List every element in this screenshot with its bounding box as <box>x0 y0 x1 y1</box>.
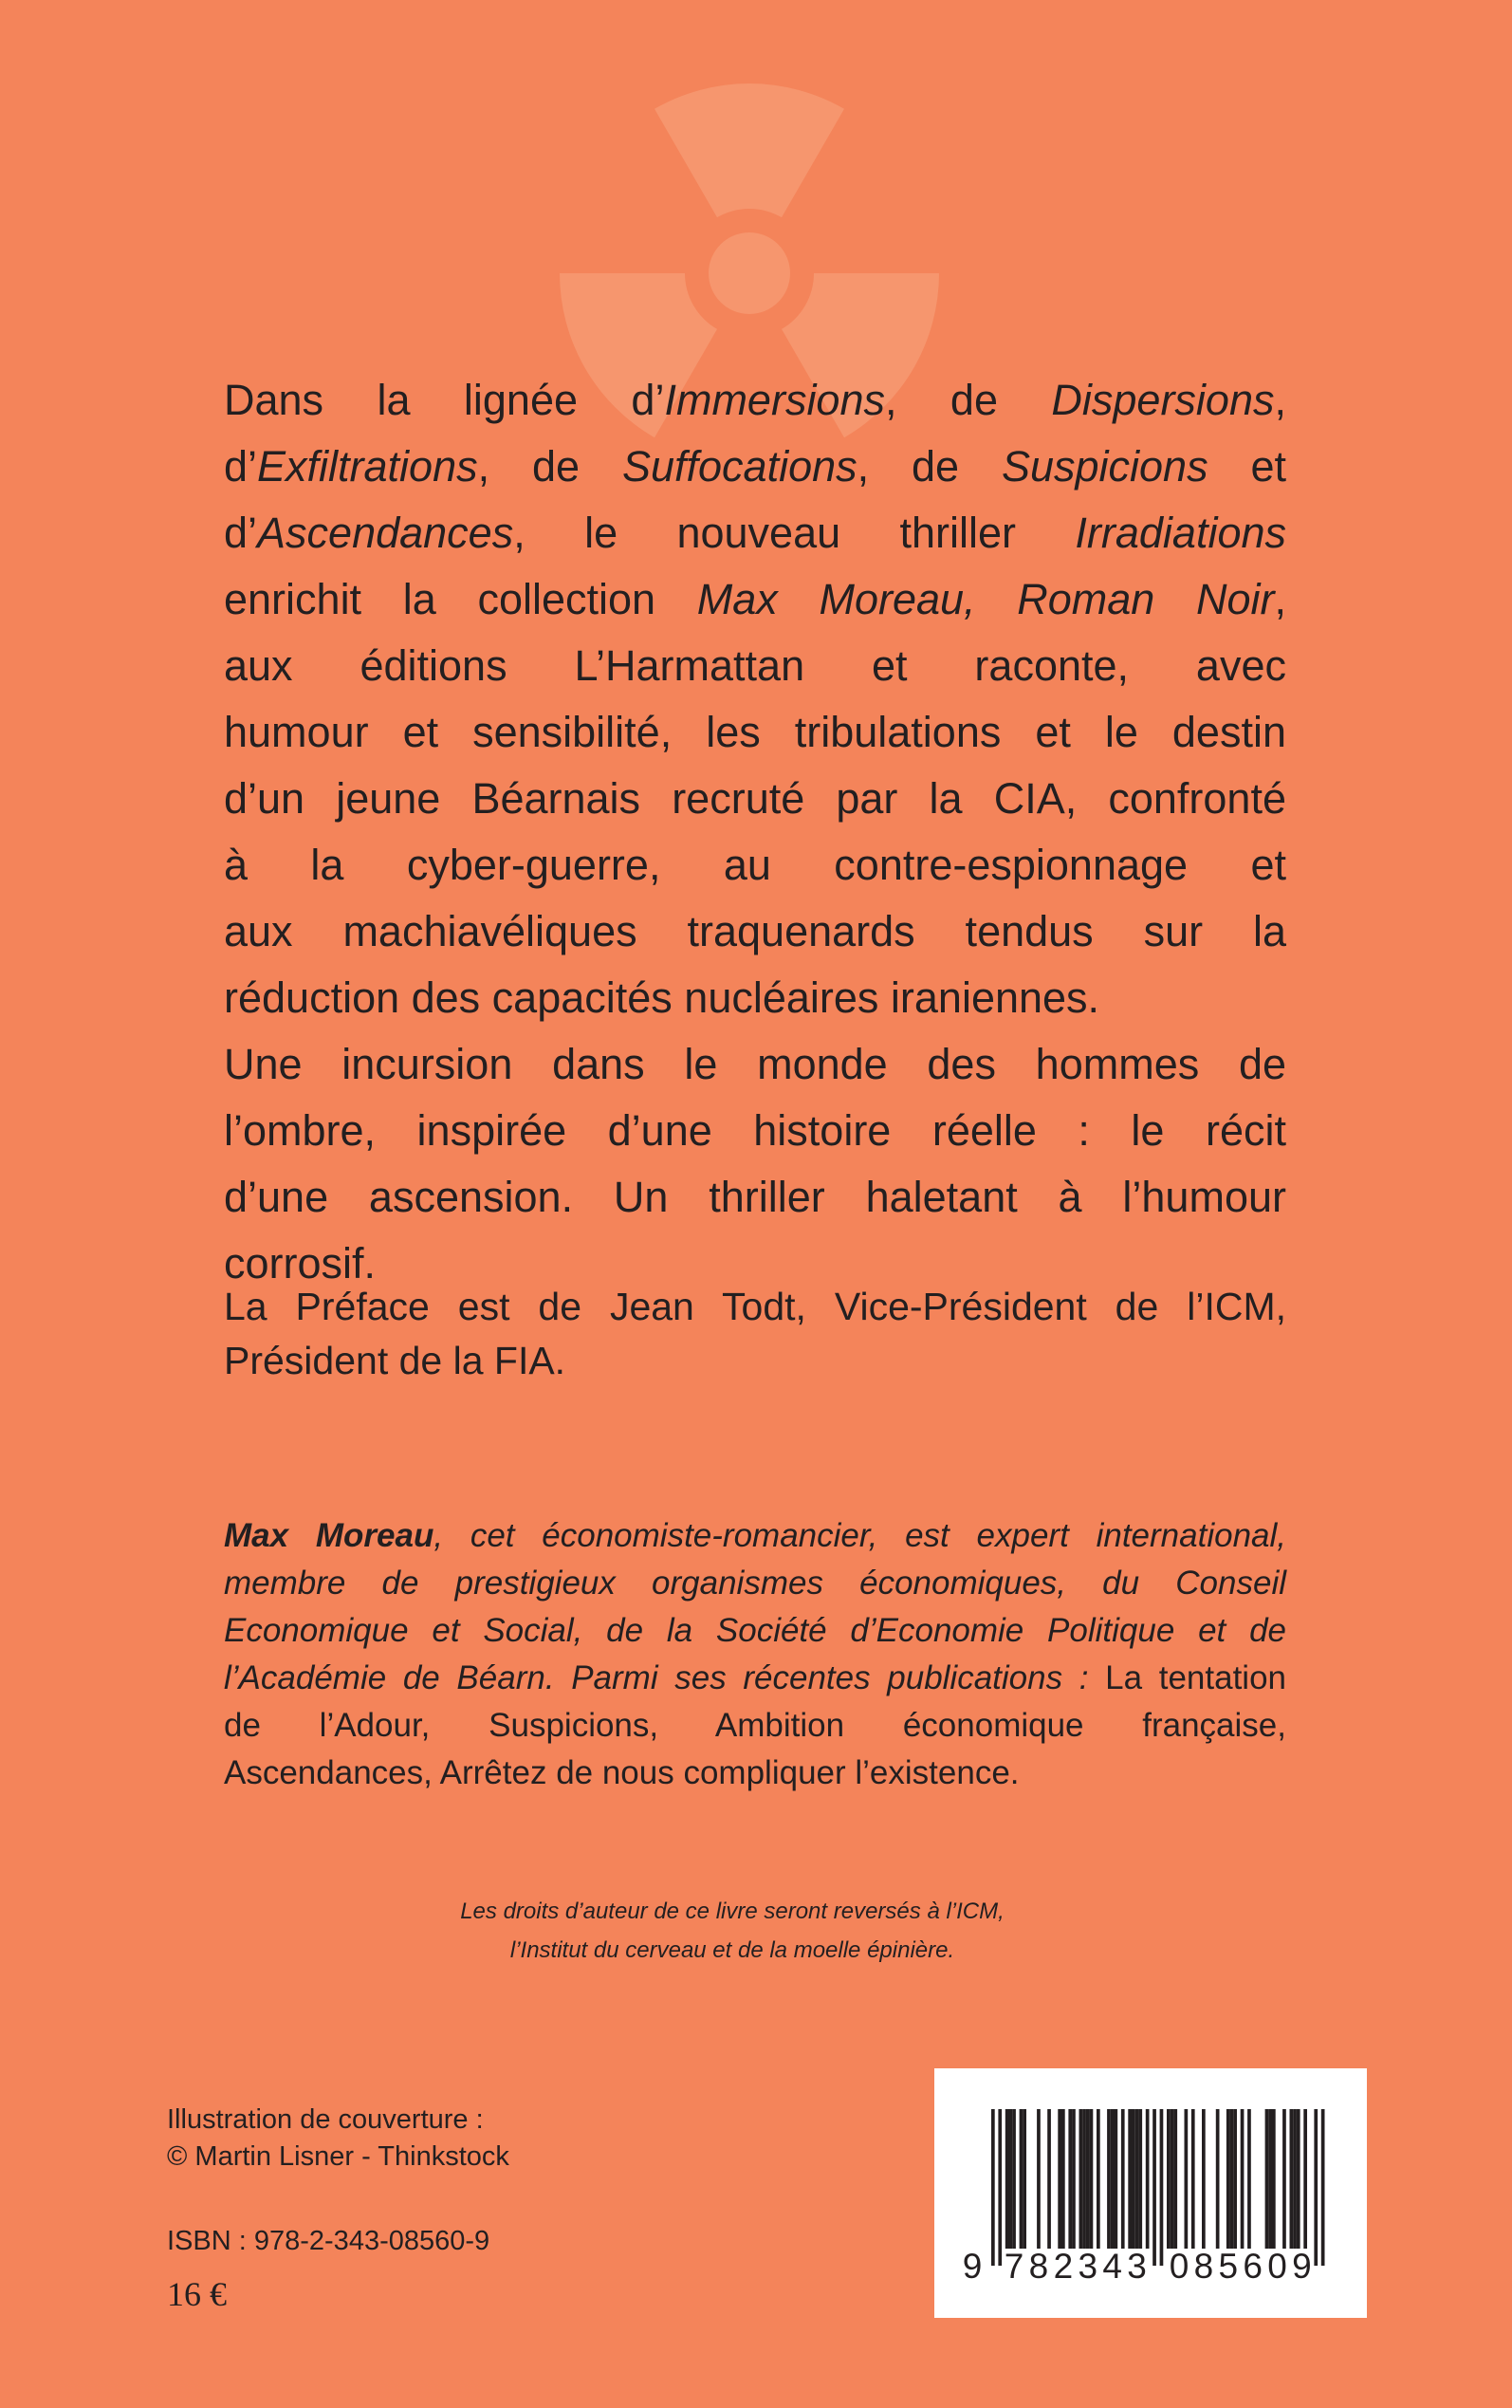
text-segment: La Préface est de Jean Todt, Vice-Président de l’ICM, <box>224 1285 1286 1328</box>
emphasized-text: Suspicions <box>1001 442 1208 491</box>
barcode-bar <box>1012 2109 1016 2249</box>
barcode-bar <box>1058 2109 1061 2249</box>
text-line <box>224 633 1286 699</box>
text-line <box>224 1098 1286 1164</box>
barcode-bar <box>1160 2109 1164 2266</box>
barcode-bar <box>1293 2109 1297 2249</box>
text-segment: , de <box>885 376 1052 424</box>
barcode-bar <box>1202 2109 1206 2249</box>
text-line <box>224 1702 1286 1750</box>
text-line <box>224 1655 1286 1702</box>
text-segment: aux éditions L’Harmattan et raconte, avec <box>224 641 1286 690</box>
barcode-bar <box>1272 2109 1276 2249</box>
text-line <box>224 1164 1286 1231</box>
text-segment: enrichit la collection <box>224 575 697 623</box>
royalties-note <box>353 1892 1112 1970</box>
radiation-blade <box>655 83 844 217</box>
barcode-bar <box>1068 2109 1072 2249</box>
barcode-bar <box>1282 2109 1286 2249</box>
text-line <box>224 1607 1286 1655</box>
barcode-bar <box>1167 2109 1171 2249</box>
barcode-bar <box>1314 2109 1318 2266</box>
text-segment: , <box>1274 575 1287 623</box>
barcode-bar <box>1009 2109 1013 2249</box>
text-line <box>224 500 1286 566</box>
author-bio <box>224 1512 1286 1797</box>
barcode-digits: 9 <box>962 2247 983 2286</box>
text-line <box>224 434 1286 500</box>
barcode-bar <box>1233 2109 1237 2249</box>
barcode-digits: 085609 <box>1169 2247 1312 2286</box>
barcode-bar <box>1290 2109 1294 2249</box>
text-segment: d’ <box>224 442 258 491</box>
barcode-bar <box>1191 2109 1195 2249</box>
cover-illustration-credit <box>167 2102 509 2176</box>
barcode-bar <box>1216 2109 1220 2249</box>
text-segment: l’ombre, inspirée d’une histoire réelle : le récit <box>224 1106 1286 1155</box>
text-segment: La tentation <box>1088 1659 1286 1696</box>
barcode-bar <box>1086 2109 1090 2249</box>
text-line <box>224 566 1286 633</box>
barcode-bar <box>1303 2109 1307 2249</box>
barcode-bar <box>1152 2109 1156 2266</box>
text-segment: corrosif. <box>224 1239 377 1287</box>
emphasized-text: Immersions <box>664 376 885 424</box>
barcode-bar <box>1185 2109 1189 2249</box>
barcode-bar <box>998 2109 1002 2266</box>
barcode-bar <box>1268 2109 1272 2249</box>
barcode-bar <box>1230 2109 1234 2249</box>
text-line <box>224 1512 1286 1560</box>
text-line <box>224 898 1286 965</box>
barcode-bar <box>1121 2109 1125 2249</box>
emphasized-text: Max Moreau <box>224 1517 434 1554</box>
emphasized-text: , cet économiste-romancier, est expert international, <box>433 1517 1286 1554</box>
barcode-bar <box>1115 2109 1118 2249</box>
text-segment: à la cyber-guerre, au contre-espionnage et <box>224 841 1286 889</box>
text-segment: de l’Adour, Suspicions, Ambition économique française, <box>224 1707 1286 1744</box>
emphasized-text: l’Académie de Béarn. Parmi ses récentes publications : <box>224 1659 1089 1696</box>
text-segment: Une incursion dans le monde des hommes de <box>224 1040 1286 1088</box>
emphasized-text: Ascendances <box>257 509 514 557</box>
emphasized-text: Exfiltrations <box>257 442 478 491</box>
barcode-bar <box>1247 2109 1251 2249</box>
price: 16 € <box>167 2275 227 2313</box>
barcode-bar <box>1111 2109 1115 2249</box>
barcode-bar <box>1097 2109 1100 2249</box>
text-line <box>224 766 1286 832</box>
barcode-bar <box>1079 2109 1083 2249</box>
barcode-bar <box>1135 2109 1139 2249</box>
radiation-center <box>709 232 790 314</box>
text-segment: et <box>1208 442 1287 491</box>
barcode-bar <box>1138 2109 1142 2249</box>
preface-credit <box>224 1280 1286 1388</box>
barcode-bar <box>1173 2109 1177 2249</box>
text-line <box>224 832 1286 898</box>
barcode <box>934 2068 1367 2318</box>
text-line <box>224 1031 1286 1098</box>
text-segment: humour et sensibilité, les tribulations et le destin <box>224 708 1286 756</box>
barcode-bar <box>1061 2109 1065 2249</box>
barcode-graphic <box>934 2068 1367 2318</box>
emphasized-text: Max Moreau, Roman Noir <box>696 575 1275 623</box>
barcode-bar <box>1107 2109 1111 2249</box>
barcode-bar <box>1047 2109 1051 2249</box>
barcode-bar <box>1321 2109 1325 2266</box>
barcode-bar <box>1090 2109 1094 2249</box>
text-segment: d’une ascension. Un thriller haletant à l’humour <box>224 1173 1286 1221</box>
text-line <box>224 1750 1286 1797</box>
barcode-bar <box>1171 2109 1174 2249</box>
text-segment: d’ <box>224 509 258 557</box>
text-line <box>224 367 1286 434</box>
barcode-bar <box>1297 2109 1300 2249</box>
barcode-bar <box>1037 2109 1041 2249</box>
credit-value: © Martin Lisner - Thinkstock <box>167 2141 509 2172</box>
text-segment: réduction des capacités nucléaires iraniennes. <box>224 973 1100 1022</box>
text-segment: , de <box>477 442 622 491</box>
barcode-bar <box>1265 2109 1269 2249</box>
emphasized-text: Economique et Social, de la Société d’Economie Politique et de <box>224 1612 1286 1649</box>
credit-label: Illustration de couverture : <box>167 2104 484 2135</box>
text-segment: , de <box>857 442 1002 491</box>
emphasized-text: Dispersions <box>1051 376 1275 424</box>
text-segment: , le nouveau thriller <box>513 509 1076 557</box>
text-segment: Dans la lignée d’ <box>224 376 665 424</box>
isbn: ISBN : 978-2-343-08560-9 <box>167 2226 490 2256</box>
blurb-text <box>224 367 1286 1297</box>
text-line <box>224 699 1286 766</box>
barcode-bar <box>1072 2109 1076 2249</box>
barcode-bar <box>1226 2109 1230 2249</box>
barcode-bar <box>1132 2109 1135 2249</box>
royalties-note-line: Les droits d’auteur de ce livre seront reversés à l’ICM, <box>460 1899 1005 1924</box>
barcode-bar <box>991 2109 995 2266</box>
barcode-bar <box>1082 2109 1086 2249</box>
emphasized-text: Irradiations <box>1075 509 1286 557</box>
emphasized-text: membre de prestigieux organismes économiques, du Conseil <box>224 1565 1286 1602</box>
text-segment: , <box>1274 376 1286 424</box>
barcode-bar <box>1128 2109 1132 2249</box>
text-segment: Président de la FIA. <box>224 1339 566 1382</box>
barcode-digits: 782343 <box>1004 2247 1147 2286</box>
barcode-bar <box>1146 2109 1150 2249</box>
text-segment: d’un jeune Béarnais recruté par la CIA, confronté <box>224 774 1286 823</box>
text-line <box>224 965 1286 1031</box>
text-segment: aux machiavéliques traquenards tendus sur la <box>224 907 1286 955</box>
emphasized-text: Suffocations <box>621 442 857 491</box>
text-line <box>224 1560 1286 1607</box>
royalties-note-line: l’Institut du cerveau et de la moelle épinière. <box>509 1937 955 1963</box>
barcode-bar <box>1241 2109 1245 2249</box>
text-segment: Ascendances, Arrêtez de nous compliquer l’existence. <box>224 1754 1020 1791</box>
text-line <box>224 1280 1286 1334</box>
text-line <box>224 1334 1286 1388</box>
barcode-bar <box>1005 2109 1009 2249</box>
barcode-bar <box>1020 2109 1023 2249</box>
barcode-bar <box>1023 2109 1026 2249</box>
